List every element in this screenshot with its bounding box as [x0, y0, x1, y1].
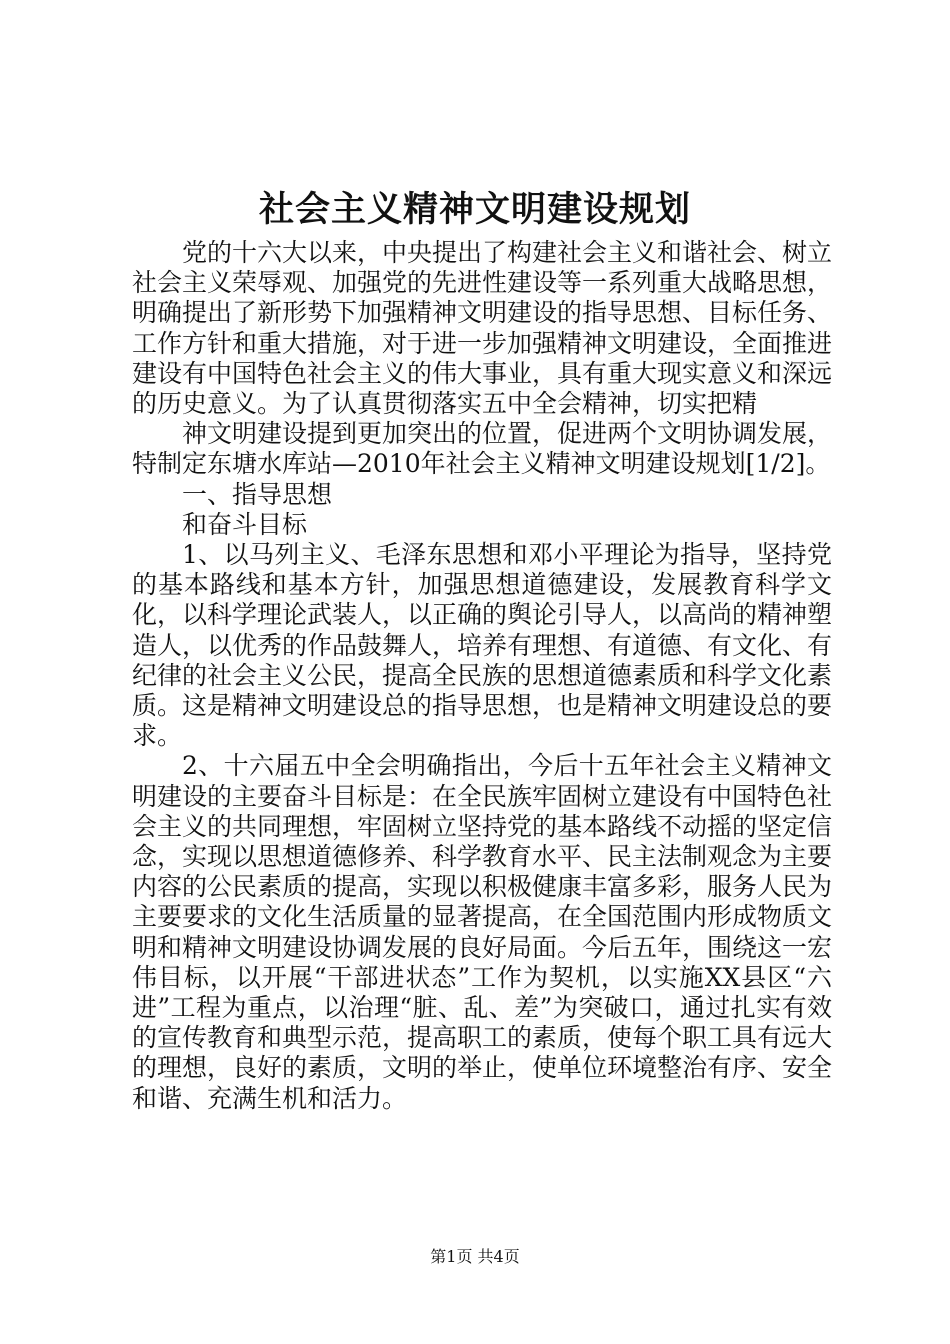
paragraph-intro: 党的十六大以来，中央提出了构建社会主义和谐社会、树立社会主义荣辱观、加强党的先进性建设等一系列重大战略思想，明确提出了新形势下加强精神文明建设的指导思想、目标任务、工作方针和重大措施，对于进一步加强精神文明建设，全面推进建设有中国特色社会主义的伟大事业，具有重大现实意义和深远的历史意义。为了认真贯彻落实五中全会精神，切实把精: [132, 238, 833, 419]
page-number-footer: 第1页 共4页: [430, 1247, 520, 1266]
document-title: 社会主义精神文明建设规划: [258, 189, 691, 230]
paragraph-item-1: 1、以马列主义、毛泽东思想和邓小平理论为指导，坚持党的基本路线和基本方针，加强思想道德建设，发展教育科学文化，以科学理论武装人，以正确的舆论引导人，以高尚的精神塑造人，以优秀的作品鼓舞人，培养有理想、有道德、有文化、有纪律的社会主义公民，提高全民族的思想道德素质和科学文化素质。这是精神文明建设总的指导思想，也是精神文明建设总的要求。: [132, 540, 833, 751]
paragraph-intro-continued: 神文明建设提到更加突出的位置，促进两个文明协调发展，特制定东塘水库站—2010年社会主义精神文明建设规划[1/2]。: [132, 419, 833, 479]
section-heading: 一、指导思想: [182, 479, 333, 509]
document-body: [132, 238, 832, 1114]
section-heading-continued: 和奋斗目标: [182, 509, 308, 539]
paragraph-item-2: 2、十六届五中全会明确指出，今后十五年社会主义精神文明建设的主要奋斗目标是：在全民族牢固树立建设有中国特色社会主义的共同理想，牢固树立坚持党的基本路线不动摇的坚定信念，实现以思想道德修养、科学教育水平、民主法制观念为主要内容的公民素质的提高，实现以积极健康丰富多彩，服务人民为主要要求的文化生活质量的显著提高，在全国范围内形成物质文明和精神文明建设协调发展的良好局面。今后五年，围绕这一宏伟目标，以开展“干部进状态”工作为契机，以实施XX县区“六进”工程为重点，以治理“脏、乱、差”为突破口，通过扎实有效的宣传教育和典型示范，提高职工的素质，使每个职工具有远大的理想，良好的素质，文明的举止，使单位环境整治有序、安全和谐、充满生机和活力。: [132, 751, 833, 1113]
